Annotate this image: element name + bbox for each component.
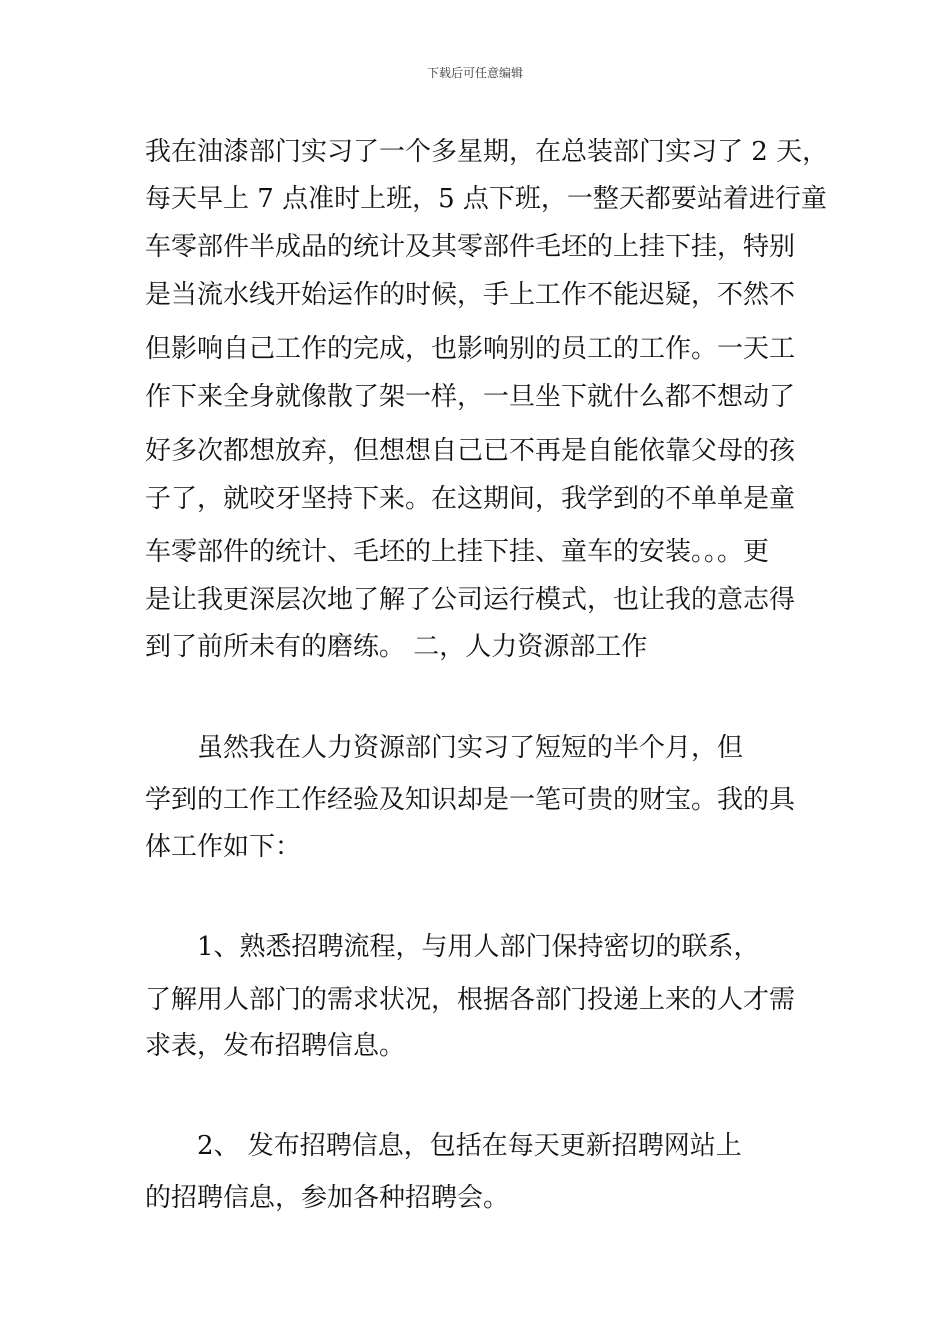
text-line: 车零部件的统计、毛坯的上挂下挂、童车的安装。。。更 — [145, 537, 770, 567]
text-line: 作下来全身就像散了架一样，一旦坐下就什么都不想动了 — [145, 382, 796, 412]
text-line: 是当流水线开始运作的时候，手上工作不能迟疑，不然不 — [145, 280, 796, 310]
text-line: 是让我更深层次地了解了公司运行模式，也让我的意志得 — [145, 585, 796, 615]
text-line: 1、熟悉招聘流程，与用人部门保持密切的联系， — [145, 932, 760, 962]
text-line: 学到的工作工作经验及知识却是一笔可贵的财宝。我的具 — [145, 785, 796, 815]
text-line: 2、 发布招聘信息，包括在每天更新招聘网站上 — [145, 1131, 742, 1161]
text-line: 子了，就咬牙坚持下来。在这期间，我学到的不单单是童 — [145, 484, 796, 514]
text-line: 求表，发布招聘信息。 — [145, 1031, 406, 1061]
text-line: 我在油漆部门实习了一个多星期，在总装部门实习了 2 天， — [145, 137, 829, 167]
page-header: 下载后可任意编辑 — [426, 66, 523, 80]
text-line: 车零部件半成品的统计及其零部件毛坯的上挂下挂，特别 — [145, 232, 796, 262]
text-line: 到了前所未有的磨练。 二，人力资源部工作 — [145, 632, 648, 662]
text-line: 虽然我在人力资源部门实习了短短的半个月，但 — [145, 733, 744, 763]
text-line: 好多次都想放弃，但想想自己已不再是自能依靠父母的孩 — [145, 436, 796, 466]
text-line: 的招聘信息，参加各种招聘会。 — [145, 1183, 510, 1213]
text-line: 但影响自己工作的完成，也影响别的员工的工作。一天工 — [145, 334, 796, 364]
text-line: 体工作如下： — [145, 832, 302, 862]
text-line: 了解用人部门的需求状况，根据各部门投递上来的人才需 — [145, 985, 796, 1015]
text-line: 每天早上 7 点准时上班，5 点下班，一整天都要站着进行童 — [145, 184, 827, 214]
